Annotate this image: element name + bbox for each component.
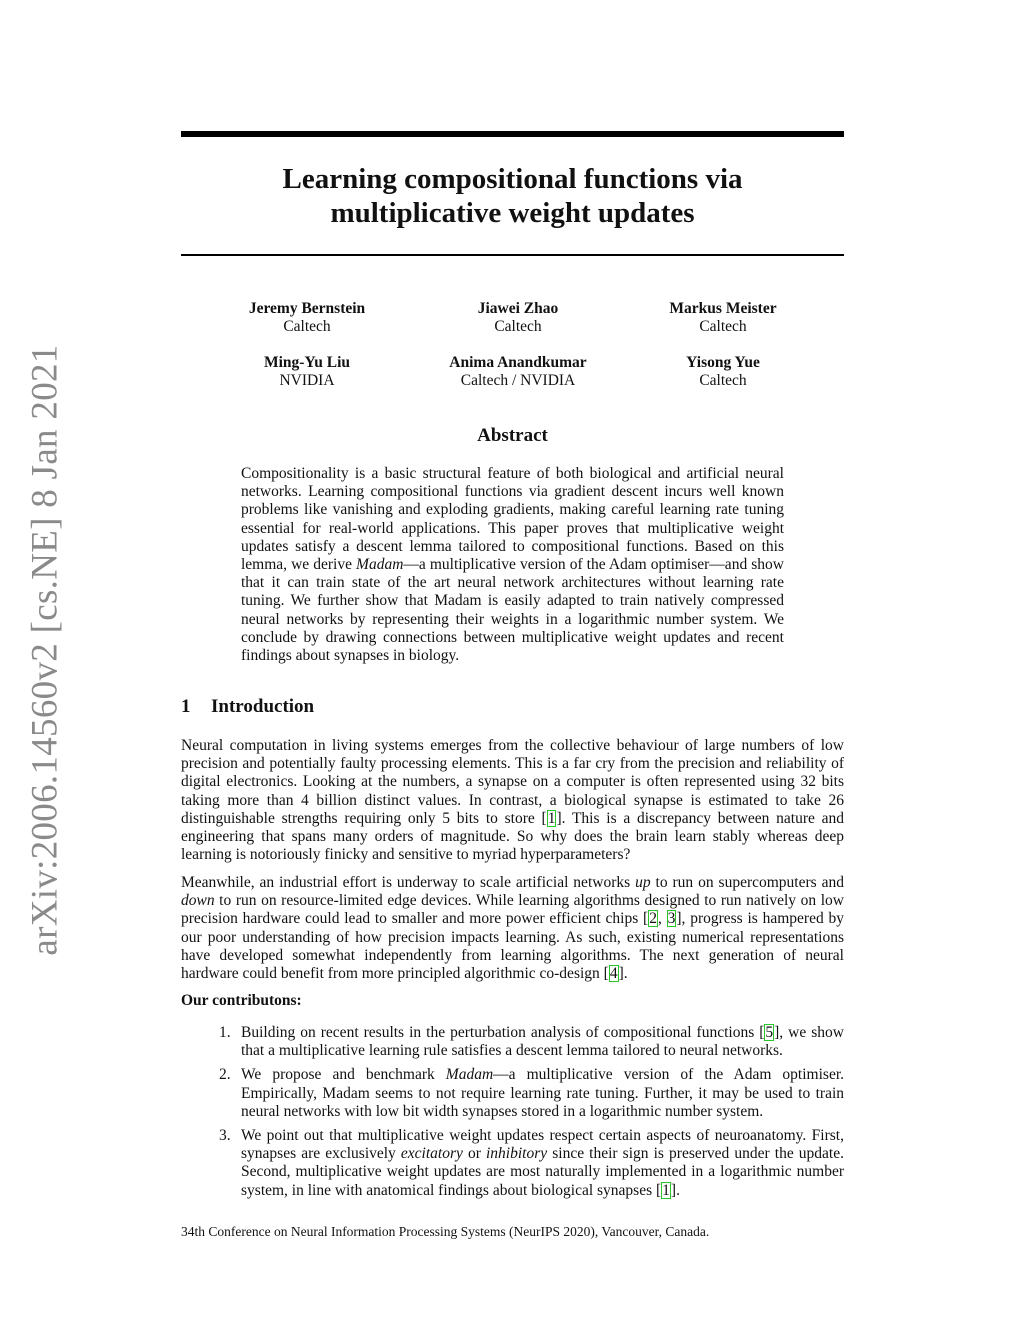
author-name: Markus Meister	[669, 300, 777, 317]
list-item-text: We point out that multiplicative weight updates respect certain aspects of neuroanatomy. First, synapses are exclusively	[241, 1127, 844, 1163]
author-affiliation: NVIDIA	[279, 372, 335, 389]
list-item-text: We propose and benchmark	[241, 1066, 446, 1084]
conference-footnote: 34th Conference on Neural Information Processing Systems (NeurIPS 2020), Vancouver, Canada.	[181, 1224, 710, 1239]
author-affiliation: Caltech	[494, 318, 542, 335]
list-item	[181, 1024, 844, 1060]
list-item-text: or	[462, 1145, 486, 1163]
author-name: Jeremy Bernstein	[248, 300, 366, 317]
citation-link[interactable]: 3	[667, 910, 676, 928]
list-item	[181, 1127, 844, 1200]
list-item-emphasis: Madam	[445, 1066, 494, 1084]
list-item-emphasis: excitatory	[400, 1145, 463, 1163]
paragraph-text: ]. This is a discrepancy between nature and engineering that spans many orders of magnitude. So why does the brain learn stably whereas deep learning is notoriously finicky and sensitive to myriad hyperparameters?	[181, 809, 844, 864]
paragraph-text: to run on supercomputers and	[650, 874, 844, 891]
list-item-text: ], we show that a multiplicative learning rule satisfies a descent lemma tailored to neural networks.	[241, 1024, 844, 1060]
author-entry	[197, 354, 417, 390]
citation-link[interactable]: 4	[609, 965, 618, 983]
author-name: Jiawei Zhao	[477, 300, 559, 317]
arxiv-identifier-stamp: arXiv:2006.14560v2 [cs.NE] 8 Jan 2021	[24, 344, 66, 956]
list-marker: 3.	[219, 1127, 231, 1145]
author-affiliation: Caltech	[699, 372, 747, 389]
list-item-text: since their sign is preserved under the update. Second, multiplicative weight updates are most naturally implemented in a logarithmic number system, in line with anatomical findings about biological synapses [	[241, 1145, 844, 1199]
paragraph-text: ], progress is hampered by our poor understanding of how precision impacts learning. As such, existing numerical representations have developed somewhat independently from learning algorithms. The next generation of neural hardware could benefit from more principled algorithmic co-design [	[181, 910, 845, 983]
paragraph-emphasis: down	[181, 892, 215, 910]
abstract-body	[241, 465, 784, 665]
author-name: Ming-Yu Liu	[264, 354, 350, 371]
list-item	[181, 1066, 844, 1121]
paragraph-text: to run on resource-limited edge devices. While learning algorithms designed to run natively on low precision hardware could lead to smaller and more power efficient chips [	[181, 892, 844, 928]
list-marker: 1.	[219, 1024, 231, 1041]
intro-paragraph-2	[181, 874, 844, 983]
citation-link[interactable]: 1	[662, 1181, 670, 1199]
title-rule-top	[181, 131, 844, 137]
author-affiliation: Caltech / NVIDIA	[460, 372, 576, 389]
section-heading	[181, 696, 314, 718]
abstract-text: Compositionality is a basic structural feature of both biological and artificial neural networks. Learning compositional functions via gradient descent incurs well known problems like vanishing and exploding gradients, making careful learning rate tuning essential for real-world applications. This paper proves that multiplicative weight updates satisfy a descent lemma tailored to compositional functions. Based on this lemma, we derive	[241, 465, 784, 574]
paper-title-line-1: Learning compositional functions via	[282, 163, 743, 195]
list-marker: 2.	[219, 1066, 231, 1084]
paragraph-text: ,	[657, 910, 667, 928]
title-rule-bottom	[181, 254, 844, 256]
paragraph-text: ].	[618, 965, 628, 983]
citation-link[interactable]: 2	[649, 910, 657, 928]
contributions-list	[181, 1024, 844, 1206]
list-item-text: —a multiplicative version of the Adam optimiser. Empirically, Madam seems to not require learning rate tuning. Further, it may be used to train neural networks with low bit width synapses stored in a logarithmic number system.	[241, 1066, 845, 1120]
paper-title	[181, 162, 844, 230]
author-affiliation: Caltech	[283, 318, 331, 335]
author-name: Anima Anandkumar	[449, 354, 587, 371]
author-entry	[613, 300, 833, 336]
author-entry	[613, 354, 833, 390]
intro-paragraph-1	[181, 737, 844, 864]
author-name: Yisong Yue	[686, 354, 760, 371]
list-item-text: Building on recent results in the perturbation analysis of compositional functions [	[241, 1024, 765, 1041]
author-entry	[408, 354, 628, 390]
author-entry	[197, 300, 417, 336]
abstract-text: —a multiplicative version of the Adam optimiser—and show that it can train state of the art neural network architectures without learning rate tuning. We further show that Madam is easily adapted to train natively compressed neural networks by representing their weights in a logarithmic number system. We conclude by drawing connections between multiplicative weight updates and recent findings about synapses in biology.	[241, 556, 784, 665]
abstract-heading: Abstract	[477, 425, 548, 446]
citation-link[interactable]: 5	[765, 1024, 774, 1041]
paragraph-text: Neural computation in living systems emerges from the collective behaviour of large numbers of low precision and potentially faulty processing elements. This is a far cry from the precision and reliability of digital electronics. Looking at the numbers, a synapse on a computer is often represented using 32 bits taking more than 4 billion distinct values. In contrast, a biological synapse is estimated to take 26 distinguishable strengths requiring only 5 bits to store [	[181, 737, 844, 827]
abstract-emphasis: Madam	[356, 556, 404, 574]
paragraph-text: Meanwhile, an industrial effort is underway to scale artificial networks	[181, 874, 636, 891]
paragraph-emphasis: up	[635, 874, 651, 891]
citation-link[interactable]: 1	[547, 809, 556, 827]
list-item-emphasis: inhibitory	[486, 1145, 548, 1163]
section-title: Introduction	[211, 696, 315, 717]
author-affiliation: Caltech	[699, 318, 747, 335]
author-entry	[408, 300, 628, 336]
list-item-text: ].	[670, 1181, 680, 1199]
contributions-heading: Our contributons:	[181, 992, 302, 1009]
section-number: 1	[181, 696, 191, 717]
paper-title-line-2: multiplicative weight updates	[330, 197, 695, 229]
